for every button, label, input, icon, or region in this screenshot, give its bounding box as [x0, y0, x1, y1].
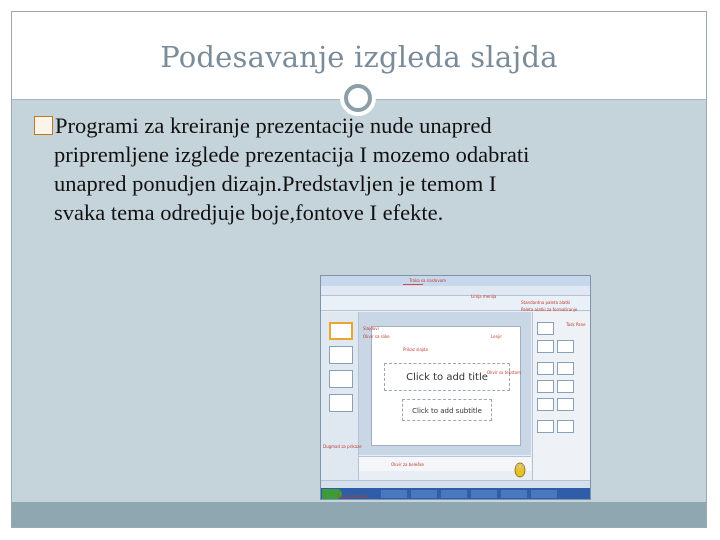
body-line-4: svaka tema odredjuje boje,fontove I efekte.: [54, 200, 444, 225]
annotation-taskbar: Traka zadataka: [337, 494, 368, 499]
layout-tile: [537, 420, 554, 433]
annotation-slides-tab: Slajdovi: [363, 326, 379, 331]
screenshot-task-pane: [532, 312, 591, 480]
layout-tile: [537, 322, 554, 335]
slide-thumbnail: [329, 322, 353, 340]
bottom-bar: [12, 502, 706, 527]
annotation-view-buttons: Dugmad za prikaze: [323, 444, 362, 449]
annotation-outline-tab: Okvir sa slike: [363, 334, 390, 339]
annotation-slide-window: Prikaz slajda: [403, 347, 428, 352]
layout-tile: [557, 340, 574, 353]
powerpoint-screenshot: [320, 275, 591, 500]
body-line-3: unapred ponudjen dizajn.Predstavljen je temom I: [54, 171, 497, 196]
annotation-line: [403, 284, 423, 285]
taskbar-item: [471, 490, 497, 498]
layout-tile: [537, 362, 554, 375]
layout-tile: [537, 398, 554, 411]
layout-tile: [537, 340, 554, 353]
taskbar-item: [411, 490, 437, 498]
slide-title: Podesavanje izgleda slajda: [160, 40, 558, 74]
taskbar-item: [441, 490, 467, 498]
taskbar-item: [501, 490, 527, 498]
office-assistant-icon: [513, 458, 527, 478]
annotation-placeholder: Okvir sa tekstom: [487, 370, 522, 375]
body-line-2: pripremljene izglede prezentacija I mozemo odabrati: [54, 142, 530, 167]
body-text: [34, 111, 694, 227]
bullet-line: [34, 111, 694, 140]
annotation-title-bar: Traka sa naslovom: [409, 278, 447, 283]
screenshot-title-bar: [321, 276, 590, 286]
annotation-standard-toolbar: Standardna paleta alatki: [521, 300, 571, 305]
annotation-notes: Okvir za beleške: [391, 462, 424, 467]
screenshot-menu-bar: [321, 286, 590, 296]
layout-tile: [557, 420, 574, 433]
slide-thumbnail: [329, 346, 353, 364]
annotation-task-pane: Task Pane: [566, 322, 586, 327]
title-placeholder: Click to add title: [384, 363, 510, 391]
screenshot-notes-pane: [359, 456, 531, 471]
body-line-1: Programi za kreiranje prezentacije nude unapred: [55, 113, 492, 138]
annotation-ruler: Lenjir: [491, 334, 503, 339]
layout-tile: [537, 380, 554, 393]
layout-tile: [557, 380, 574, 393]
taskbar-item: [531, 490, 557, 498]
taskbar-item: [381, 490, 407, 498]
layout-tile: [557, 362, 574, 375]
subtitle-placeholder: Click to add subtitle: [402, 399, 492, 421]
layout-tile: [557, 398, 574, 411]
screenshot-slides-pane: [321, 312, 359, 480]
square-bullet-icon: [34, 116, 53, 135]
screenshot-slide: [371, 326, 521, 446]
annotation-format-toolbar: Paleta alatki za formatiranje: [521, 307, 578, 312]
slide-thumbnail: [329, 370, 353, 388]
annotation-menu-bar: Linija menija: [471, 294, 497, 299]
slide-thumbnail: [329, 394, 353, 412]
